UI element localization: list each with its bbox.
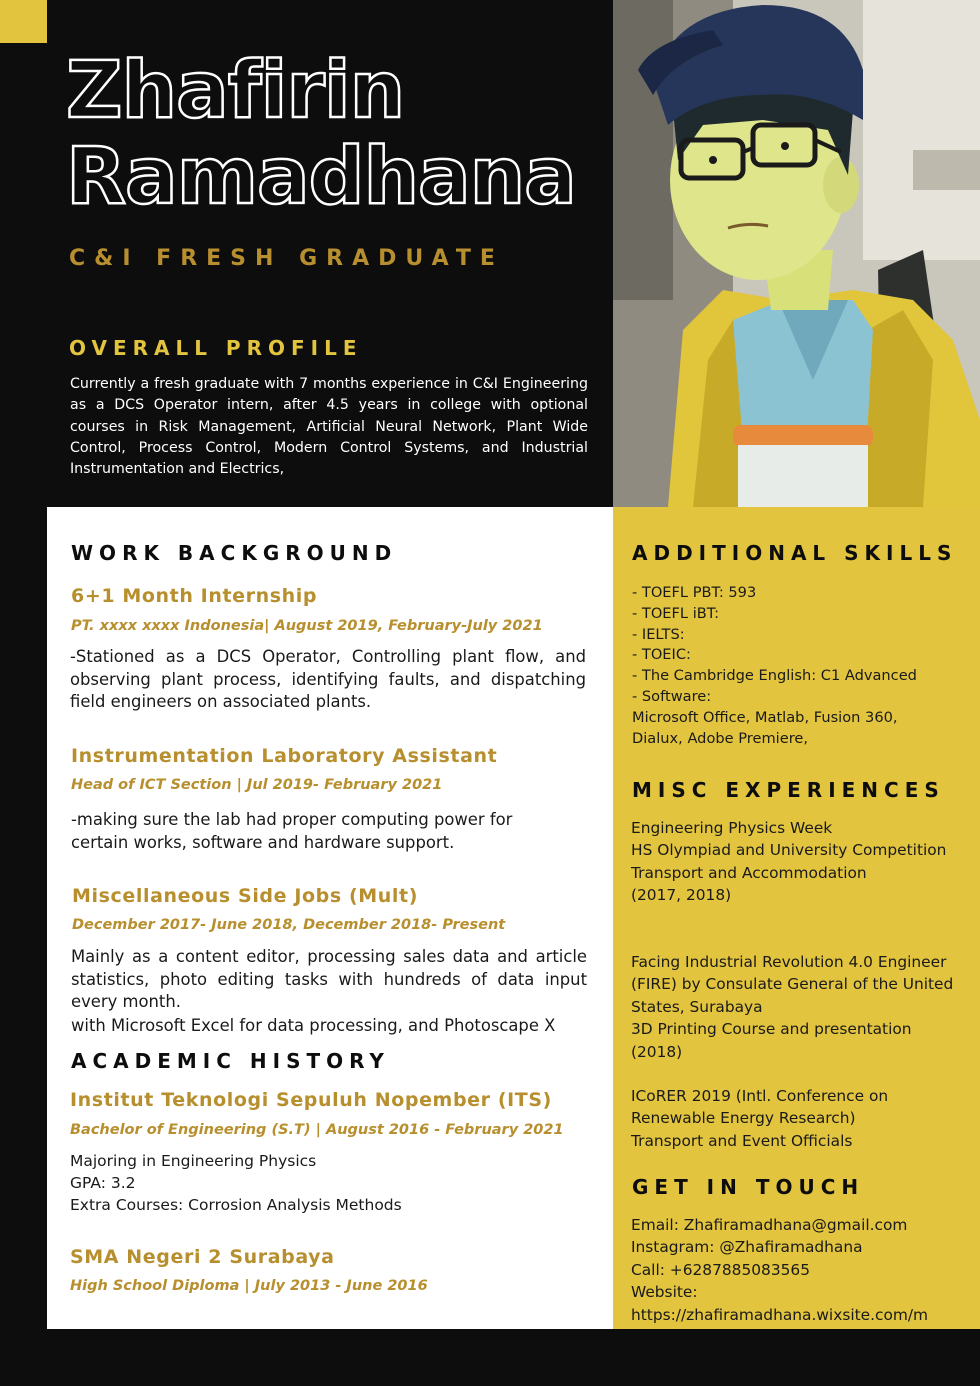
job-description-side-jobs: Mainly as a content editor, processing sales data and article statistics, photo editing tasks with hundreds of data input every month. bbox=[71, 947, 587, 1012]
job-subtitle-side-jobs: December 2017- June 2018, December 2018- Present bbox=[72, 917, 506, 933]
job-subtitle-internship: PT. xxxx xxxx Indonesia| August 2019, February-July 2021 bbox=[71, 618, 543, 634]
profile-photo bbox=[613, 0, 980, 507]
skill-item: - Software: bbox=[632, 687, 712, 705]
misc-experience-block: ICoRER 2019 (Intl. Conference on Renewable Energy Research) Transport and Event Officials bbox=[631, 1087, 889, 1150]
contact-website-label: Website: bbox=[631, 1283, 698, 1302]
additional-skills-heading: ADDITIONAL SKILLS bbox=[632, 541, 958, 565]
bottom-dark-bar bbox=[0, 1329, 980, 1386]
skill-item: Microsoft Office, Matlab, Fusion 360, Dialux, Adobe Premiere, bbox=[632, 708, 898, 747]
job-description-lab-assistant: -making sure the lab had proper computing power for certain works, software and hardware support. bbox=[71, 810, 513, 852]
skill-item: - TOEFL iBT: bbox=[632, 604, 719, 622]
first-name: Zhafirin bbox=[66, 46, 405, 136]
misc-experience-block: Facing Industrial Revolution 4.0 Engineer (FIRE) by Consulate General of the United States, Surabaya 3D Printing Course and presentation (2018) bbox=[631, 953, 954, 1061]
skill-item: - TOEFL PBT: 593 bbox=[632, 584, 757, 601]
overall-profile-heading: OVERALL PROFILE bbox=[69, 336, 363, 360]
contact-details bbox=[631, 1214, 976, 1326]
yellow-corner-block bbox=[0, 0, 47, 43]
job-title-side-jobs: Miscellaneous Side Jobs (Mult) bbox=[72, 885, 418, 907]
school-details-its: Majoring in Engineering Physics GPA: 3.2 Extra Courses: Corrosion Analysis Methods bbox=[70, 1152, 402, 1214]
job-subtitle-lab-assistant: Head of ICT Section | Jul 2019- February 2021 bbox=[71, 777, 443, 793]
job-title-lab-assistant: Instrumentation Laboratory Assistant bbox=[71, 745, 498, 767]
get-in-touch-heading: GET IN TOUCH bbox=[632, 1175, 865, 1199]
job-title-internship: 6+1 Month Internship bbox=[71, 585, 318, 607]
job-description-side-jobs-tools: with Microsoft Excel for data processing, and Photoscape X bbox=[71, 1016, 556, 1035]
school-subtitle-its: Bachelor of Engineering (S.T) | August 2016 - February 2021 bbox=[70, 1122, 564, 1138]
contact-website-link[interactable]: https://zhafiramadhana.wixsite.com/m bbox=[631, 1305, 929, 1324]
skills-list bbox=[632, 583, 952, 749]
school-title-sma: SMA Negeri 2 Surabaya bbox=[70, 1246, 335, 1268]
school-title-its: Institut Teknologi Sepuluh Nopember (ITS) bbox=[70, 1089, 552, 1111]
skill-item: - IELTS: bbox=[632, 625, 685, 643]
work-background-heading: WORK BACKGROUND bbox=[71, 541, 398, 565]
job-description-internship: -Stationed as a DCS Operator, Controlling plant flow, and observing plant process, identifying faults, and dispatching field engineers on associated plants. bbox=[70, 647, 586, 712]
skill-item: - The Cambridge English: C1 Advanced bbox=[632, 667, 917, 685]
academic-history-heading: ACADEMIC HISTORY bbox=[71, 1049, 390, 1073]
contact-email[interactable]: Email: Zhafiramadhana@gmail.com bbox=[631, 1216, 908, 1234]
left-dark-bar bbox=[0, 43, 47, 1386]
last-name: Ramadhana bbox=[66, 132, 576, 222]
misc-experiences-heading: MISC EXPERIENCES bbox=[632, 778, 945, 802]
overall-profile-text: Currently a fresh graduate with 7 months experience in C&I Engineering as a DCS Operator intern, after 4.5 years in college with optional courses in Risk Management, Artificial Neural Network, Plant Wide Control, Process Control, Modern Control Systems, and Industrial Instrumentation and Electrics, bbox=[70, 376, 588, 478]
contact-phone[interactable]: Call: +6287885083565 bbox=[631, 1260, 810, 1279]
applicant-name bbox=[66, 48, 626, 220]
role-title: C&I FRESH GRADUATE bbox=[69, 246, 504, 271]
portrait-illustration bbox=[613, 0, 980, 507]
contact-instagram[interactable]: Instagram: @Zhafiramadhana bbox=[631, 1238, 863, 1257]
misc-experience-block: Engineering Physics Week HS Olympiad and University Competition Transport and Accommodation (2017, 2018) bbox=[631, 819, 947, 905]
skill-item: - TOEIC: bbox=[632, 646, 691, 664]
school-subtitle-sma: High School Diploma | July 2013 - June 2016 bbox=[70, 1278, 428, 1294]
